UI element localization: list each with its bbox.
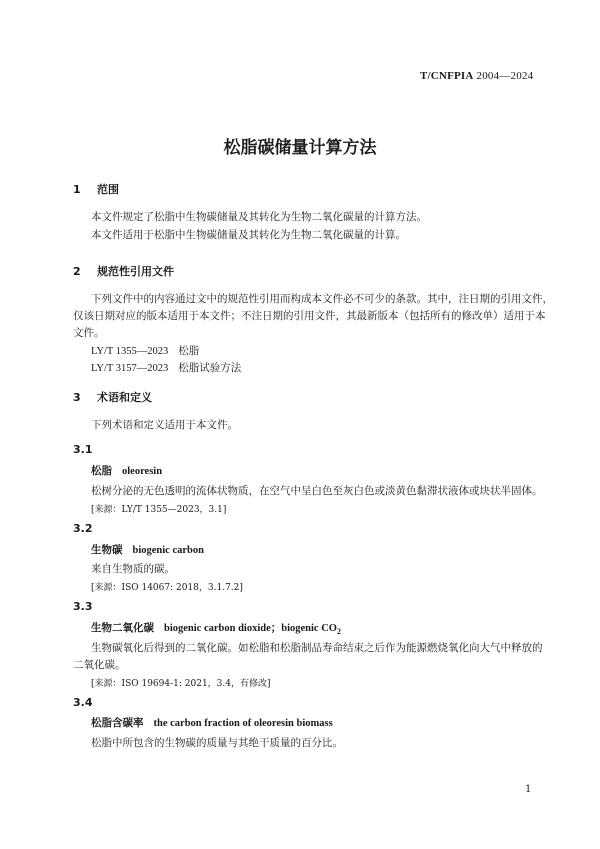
reference-item: LY/T 3157—2023 松脂试验方法 [91, 362, 242, 374]
term-source: [来源：ISO 19694-1: 2021，3.4，有修改] [91, 679, 271, 689]
term-definition: 生物碳氧化后得到的二氧化碳。如松脂和松脂制品寿命结束之后作为能源燃烧氧化向大气中释放的 [91, 642, 543, 654]
page-number: 1 [525, 784, 532, 795]
document-title: 松脂碳储量计算方法 [223, 138, 377, 158]
term-definition: 松树分泌的无色透明的流体状物质，在空气中呈白色至灰白色或淡黄色黏滞状液体或块状半固体。 [91, 485, 543, 497]
paragraph: 仅该日期对应的版本适用于本文件；不注日期的引用文件，其最新版本（包括所有的修改单）适用于本 [73, 310, 546, 322]
term-number: 3.2 [73, 522, 93, 535]
term-title: 松脂 oleoresin [91, 465, 163, 477]
paragraph: 本文件规定了松脂中生物碳储量及其转化为生物二氧化碳量的计算方法。 [91, 211, 427, 223]
document-code: T/CNFPIA 2004—2024 [420, 70, 534, 82]
term-number: 3.1 [73, 443, 93, 456]
paragraph: 下列文件中的内容通过文中的规范性引用而构成本文件必不可少的条款。其中，注日期的引用文件， [91, 293, 553, 305]
term-number: 3.3 [73, 600, 93, 613]
paragraph: 文件。 [73, 327, 105, 339]
reference-item: LY/T 1355—2023 松脂 [91, 345, 200, 357]
term-title: 生物碳 biogenic carbon [91, 544, 204, 556]
section-heading-terms-definitions: 3 术语和定义 [73, 391, 152, 404]
term-definition: 来自生物质的碳。 [91, 563, 175, 575]
term-title: 松脂含碳率 the carbon fraction of oleoresin biomass [91, 717, 333, 729]
term-number: 3.4 [73, 696, 93, 709]
paragraph: 本文件适用于松脂中生物碳储量及其转化为生物二氧化碳量的计算。 [91, 229, 406, 241]
section-heading-scope: 1 范围 [73, 183, 119, 196]
document-year: 2004—2024 [476, 70, 534, 82]
term-source: [来源：ISO 14067: 2018，3.1.7.2] [91, 583, 243, 593]
term-definition: 二氧化碳。 [73, 659, 126, 671]
paragraph: 下列术语和定义适用于本文件。 [91, 419, 238, 431]
section-heading-normative-references: 2 规范性引用文件 [73, 265, 174, 278]
term-definition: 松脂中所包含的生物碳的质量与其绝干质量的百分比。 [91, 737, 343, 749]
term-title: 生物二氧化碳 biogenic carbon dioxide；biogenic $CO_2$ [91, 622, 341, 637]
term-source: [来源：LY/T 1355—2023，3.1] [91, 505, 227, 515]
